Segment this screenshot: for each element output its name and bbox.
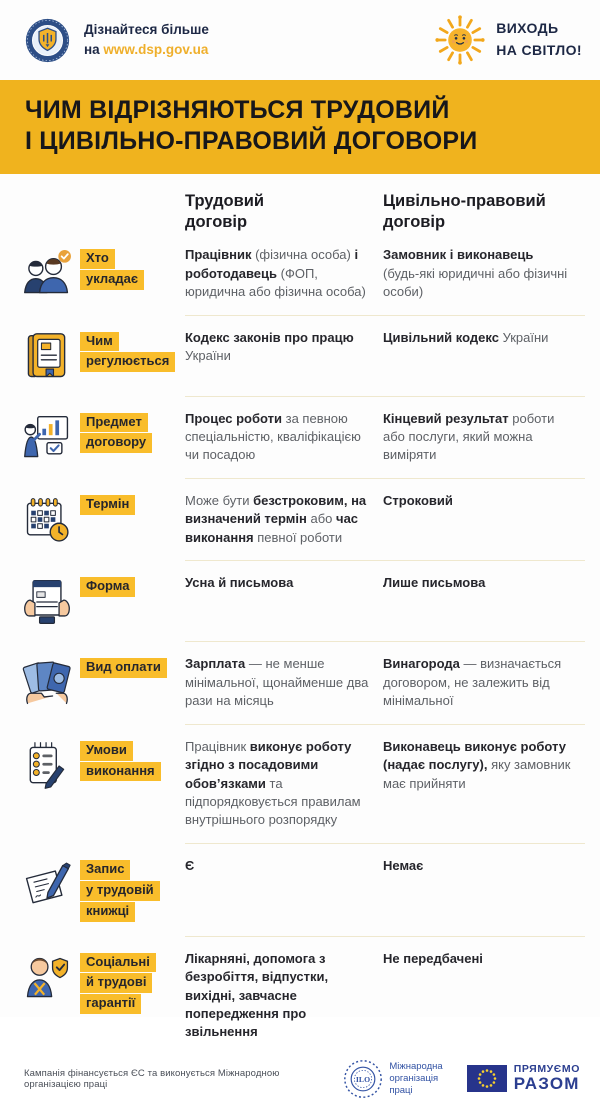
row-divider bbox=[185, 478, 585, 479]
labor-contract-cell: Може бути безстроковим, на визначений термін або час виконання певної роботи bbox=[185, 492, 367, 545]
ilo-block bbox=[343, 1059, 442, 1099]
row-label-line: книжці bbox=[80, 902, 135, 922]
labor-contract-cell: Усна й письмова bbox=[185, 575, 294, 591]
table-row bbox=[0, 399, 600, 476]
funding-note: Кампанія фінансується ЄС та виконується Міжнародною організацією праці bbox=[24, 1067, 280, 1090]
campaign-line1: ВИХОДЬ bbox=[496, 20, 559, 37]
row-divider bbox=[185, 315, 585, 316]
civil-contract-cell: Замовник і виконавець (будь-які юридичні або фізичні особи) bbox=[383, 247, 568, 300]
eu-label bbox=[514, 1063, 580, 1094]
column-header-civil: Цивільно-правовий договір bbox=[383, 192, 546, 232]
subject-presentation-icon bbox=[14, 410, 80, 464]
table-row bbox=[0, 846, 600, 934]
row-divider bbox=[185, 936, 585, 937]
row-label-line: Предмет bbox=[80, 413, 148, 433]
comparison-table bbox=[0, 174, 600, 1053]
column-header-labor: Трудовий договір bbox=[185, 192, 265, 232]
campaign-line2: НА СВІТЛО! bbox=[496, 42, 582, 58]
civil-contract-cell: Лише письмова bbox=[383, 575, 486, 591]
row-label-line: Умови bbox=[80, 741, 133, 761]
row-label-line: Термін bbox=[80, 495, 135, 515]
civil-contract-cell: Винагорода — визначається договором, не залежить від мінімальної bbox=[383, 656, 562, 709]
row-label bbox=[80, 329, 185, 374]
ilo-logo-icon bbox=[343, 1059, 383, 1099]
calendar-clock-icon bbox=[14, 492, 80, 546]
checklist-pen-icon bbox=[14, 738, 80, 792]
eu-label-line2: РАЗОМ bbox=[513, 1074, 580, 1094]
comparison-table-body bbox=[0, 235, 600, 1053]
row-label-line: укладає bbox=[80, 270, 144, 290]
row-label bbox=[80, 574, 185, 598]
page-title bbox=[25, 95, 575, 157]
header bbox=[0, 0, 600, 80]
row-label bbox=[80, 655, 185, 679]
labor-contract-cell: Процес роботи за певною спеціальністю, кваліфікацією чи посадою bbox=[185, 410, 361, 463]
document-hands-icon bbox=[14, 574, 80, 628]
row-label-line: у трудовій bbox=[80, 881, 160, 901]
ilo-label-line: Міжнародна bbox=[389, 1061, 443, 1073]
row-divider bbox=[185, 396, 585, 397]
know-more-line2 bbox=[84, 40, 209, 60]
eu-flag-icon bbox=[467, 1065, 507, 1092]
labor-contract-cell: Працівник (фізична особа) і роботодавець (ФОП, юридична або фізична особа) bbox=[185, 247, 366, 300]
table-row bbox=[0, 939, 600, 1053]
row-divider bbox=[185, 641, 585, 642]
row-label-line: виконання bbox=[80, 762, 161, 782]
person-shield-icon bbox=[14, 950, 80, 1004]
know-more-line1: Дізнайтеся більше bbox=[84, 21, 209, 37]
row-label-line: Чим bbox=[80, 332, 119, 352]
sun-icon bbox=[432, 12, 488, 68]
table-row bbox=[0, 481, 600, 558]
pen-document-icon bbox=[14, 857, 80, 911]
civil-contract-cell: Виконавець виконує роботу (надає послугу), яку замовник має прийняти bbox=[383, 738, 571, 791]
people-check-icon bbox=[14, 246, 80, 300]
table-row bbox=[0, 563, 600, 639]
ilo-label-line: організація bbox=[389, 1072, 439, 1084]
table-row bbox=[0, 727, 600, 841]
labor-contract-cell: Працівник виконує роботу згідно з посадовими обов’язками та підпорядковується правилам внутрішнього розпорядку bbox=[185, 738, 361, 828]
row-label bbox=[80, 857, 185, 923]
table-row bbox=[0, 318, 600, 394]
svg-text:ILO: ILO bbox=[356, 1075, 371, 1085]
eu-block bbox=[467, 1063, 580, 1094]
civil-contract-cell: Немає bbox=[383, 857, 424, 873]
dsp-url-link[interactable]: www.dsp.gov.ua bbox=[103, 42, 209, 57]
eu-label-line1: ПРЯМУЄМО bbox=[513, 1063, 580, 1076]
row-label-line: Соціальні bbox=[80, 953, 156, 973]
civil-contract-cell: Строковий bbox=[383, 492, 453, 508]
row-label-line: Запис bbox=[80, 860, 130, 880]
money-icon bbox=[14, 655, 80, 709]
labor-contract-cell: Кодекс законів про працю України bbox=[185, 329, 354, 364]
civil-contract-cell: Не передбачені bbox=[383, 950, 483, 966]
labor-contract-cell: Зарплата — не менше мінімальної, щонайменше два рази на місяць bbox=[185, 656, 369, 709]
campaign-slogan bbox=[496, 18, 582, 61]
row-label-line: Вид оплати bbox=[80, 658, 167, 678]
row-divider bbox=[185, 724, 585, 725]
know-more-block bbox=[84, 20, 209, 61]
row-label-line: гарантії bbox=[80, 994, 141, 1014]
book-icon bbox=[14, 329, 80, 383]
row-label bbox=[80, 492, 185, 516]
table-row bbox=[0, 235, 600, 312]
row-label bbox=[80, 410, 185, 455]
column-headers bbox=[0, 174, 600, 235]
row-label-line: й трудові bbox=[80, 973, 152, 993]
title-line1: ЧИМ ВІДРІЗНЯЮТЬСЯ ТРУДОВИЙ bbox=[25, 96, 450, 124]
row-label-line: Хто bbox=[80, 249, 115, 269]
ilo-label-line: праці bbox=[389, 1084, 413, 1096]
title-line2: І ЦИВІЛЬНО-ПРАВОВИЙ ДОГОВОРИ bbox=[25, 127, 478, 155]
row-divider bbox=[185, 560, 585, 561]
title-band bbox=[0, 80, 600, 174]
table-row bbox=[0, 644, 600, 721]
row-label bbox=[80, 950, 185, 1016]
row-label bbox=[80, 246, 185, 291]
row-label-line: договору bbox=[80, 433, 152, 453]
civil-contract-cell: Кінцевий результат роботи або послуги, який можна виміряти bbox=[383, 410, 555, 463]
row-label-line: Форма bbox=[80, 577, 135, 597]
row-label-line: регулюється bbox=[80, 352, 175, 372]
state-labour-service-logo bbox=[24, 17, 71, 64]
labor-contract-cell: Лікарняні, допомога з безробіття, відпустки, вихідні, завчасне попередження про звільнення bbox=[185, 950, 329, 1040]
civil-contract-cell: Цивільний кодекс України bbox=[383, 329, 549, 345]
row-label bbox=[80, 738, 185, 783]
know-more-prefix: на bbox=[84, 42, 104, 57]
labor-contract-cell: Є bbox=[185, 857, 195, 873]
ilo-label bbox=[389, 1061, 442, 1097]
row-divider bbox=[185, 843, 585, 844]
footer bbox=[0, 1053, 600, 1115]
